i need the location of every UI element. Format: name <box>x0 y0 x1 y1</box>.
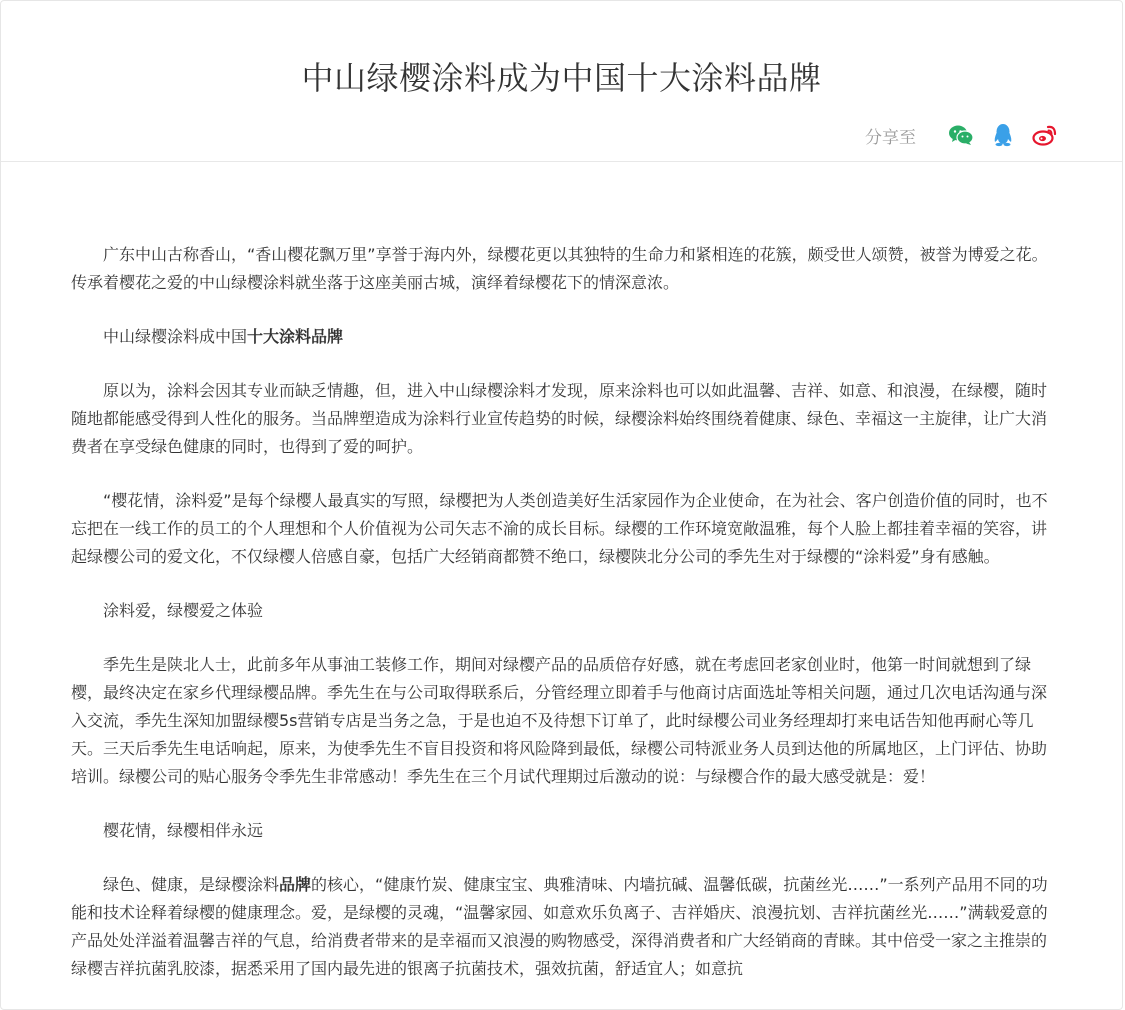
share-bar <box>865 121 1058 149</box>
paragraph-text: 的核心，“健康竹炭、健康宝宝、典雅清味、内墙抗碱、温馨低碳，抗菌丝光……”一系列产品用不同的功能和技术诠释着绿樱的健康理念。爱，是绿樱的灵魂，“温馨家园、如意欢乐负离子、吉祥婚庆、浪漫抗划、吉祥抗菌丝光……”满载爱意的产品处处洋溢着温馨吉祥的气息，给消费者带来的是幸福而又浪漫的购物感受，深得消费者和广大经销商的青睐。其中倍受一家之主推崇的绿樱吉祥抗菌乳胶漆，据悉采用了国内最先进的银离子抗菌技术，强效抗菌，舒适宜人；如意抗 <box>71 875 1048 978</box>
weibo-icon[interactable] <box>1032 122 1058 148</box>
paragraph-text: 绿色、健康，是绿樱涂料 <box>103 875 280 894</box>
paragraph: 原以为，涂料会因其专业而缺乏情趣，但，进入中山绿樱涂料才发现，原来涂料也可以如此温馨、吉祥、如意、和浪漫，在绿樱，随时随地都能感受得到人性化的服务。当品牌塑造成为涂料行业宣传趋势的时候，绿樱涂料始终围绕着健康、绿色、幸福这一主旋律，让广大消费者在享受绿色健康的同时，也得到了爱的呵护。 <box>71 381 1048 456</box>
qq-icon[interactable] <box>990 122 1016 148</box>
paragraph <box>71 323 1056 351</box>
paragraph: 广东中山古称香山，“香山樱花飘万里”享誉于海内外，绿樱花更以其独特的生命力和紧相连的花簇，颇受世人颂赞，被誉为博爱之花。传承着樱花之爱的中山绿樱涂料就坐落于这座美丽古城，演绎着绿樱花下的情深意浓。 <box>71 245 1048 292</box>
paragraph: “樱花情，涂料爱”是每个绿樱人最真实的写照，绿樱把为人类创造美好生活家园作为企业使命，在为社会、客户创造价值的同时，也不忘把在一线工作的员工的个人理想和个人价值视为公司矢志不渝的成长目标。绿樱的工作环境宽敞温雅，每个人脸上都挂着幸福的笑容，讲起绿樱公司的爱文化，不仅绿樱人倍感自豪，包括广大经销商都赞不绝口，绿樱陕北分公司的季先生对于绿樱的“涂料爱”身有感触。 <box>71 491 1048 566</box>
share-label: 分享至 <box>865 127 916 148</box>
paragraph <box>71 871 1056 983</box>
bold-text: 十大涂料品牌 <box>247 327 344 346</box>
article-title: 中山绿樱涂料成为中国十大涂料品牌 <box>301 59 822 97</box>
article-header <box>1 1 1122 162</box>
paragraph-text: 中山绿樱涂料成中国 <box>103 327 248 346</box>
paragraph: 季先生是陕北人士，此前多年从事油工装修工作，期间对绿樱产品的品质倍存好感，就在考虑回老家创业时，他第一时间就想到了绿樱，最终决定在家乡代理绿樱品牌。季先生在与公司取得联系后，分管经理立即着手与他商讨店面选址等相关问题，通过几次电话沟通与深入交流，季先生深知加盟绿樱5s营销专店是当务之急，于是也迫不及待想下订单了，此时绿樱公司业务经理却打来电话告知他再耐心等几天。三天后季先生电话响起，原来，为使季先生不盲目投资和将风险降到最低，绿樱公司特派业务人员到达他的所属地区，上门评估、协助培训。绿樱公司的贴心服务令季先生非常感动！季先生在三个月试代理期过后激动的说：与绿樱合作的最大感受就是：爱！ <box>71 655 1048 786</box>
bold-text: 品牌 <box>279 875 312 894</box>
article-body <box>71 241 1056 1009</box>
wechat-icon[interactable] <box>948 122 974 148</box>
section-heading: 樱花情，绿樱相伴永远 <box>103 821 264 840</box>
section-heading: 涂料爱，绿樱爱之体验 <box>103 601 264 620</box>
